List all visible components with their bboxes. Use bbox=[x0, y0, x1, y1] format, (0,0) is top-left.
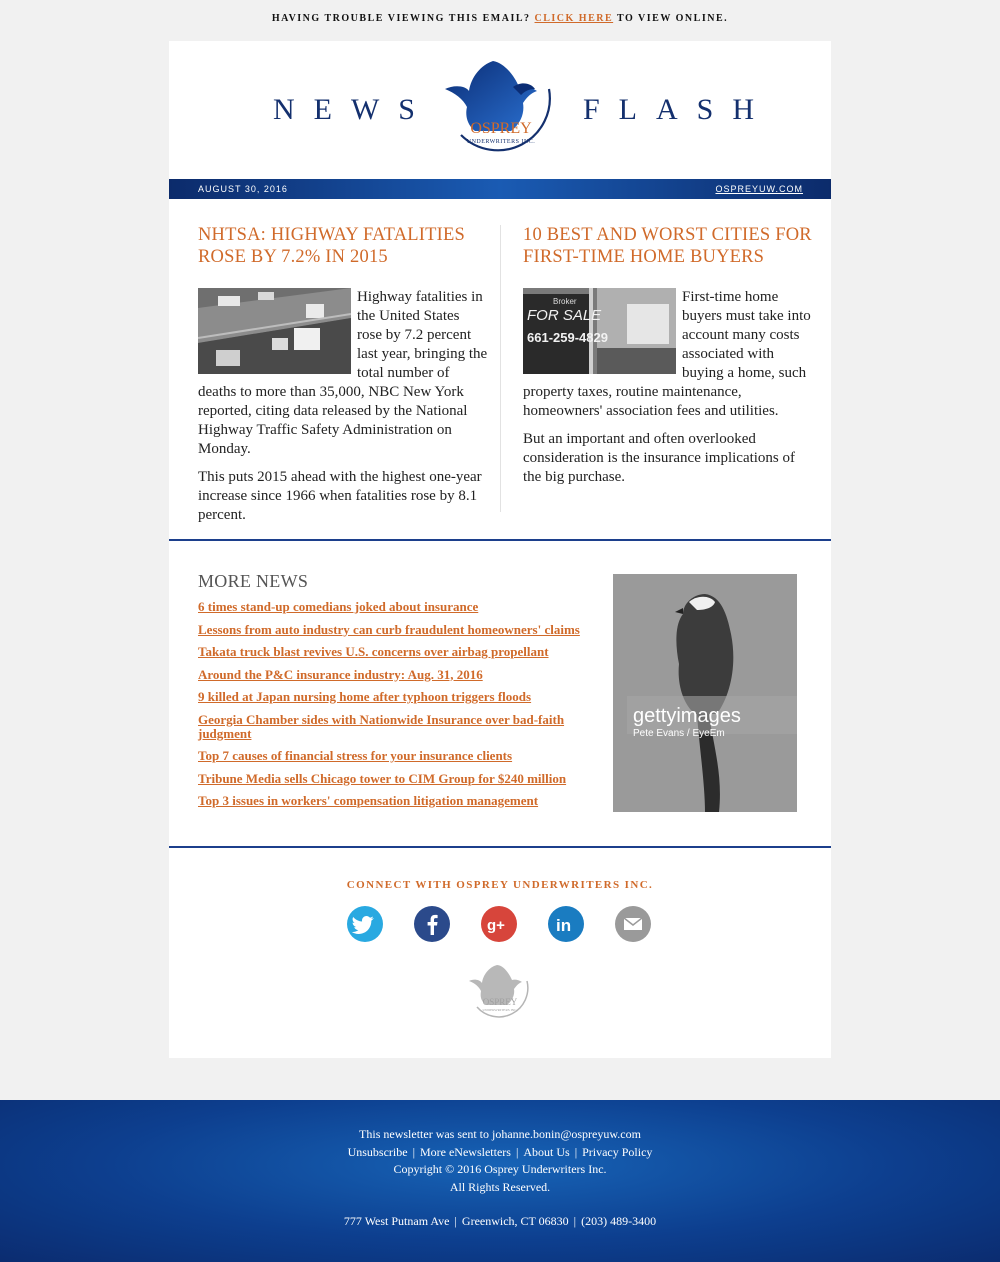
section-divider bbox=[169, 539, 831, 541]
preheader-text: HAVING TROUBLE VIEWING THIS EMAIL? bbox=[271, 13, 531, 24]
sign-for-sale-text: FOR SALE bbox=[527, 307, 602, 324]
email-icon[interactable] bbox=[615, 906, 651, 942]
more-news-link[interactable]: Top 7 causes of financial stress for your insurance clients bbox=[198, 748, 513, 763]
osprey-photo[interactable] bbox=[613, 574, 797, 812]
connect-label: CONNECT WITH OSPREY UNDERWRITERS INC. bbox=[346, 879, 654, 891]
phone-number: (203) 489-3400 bbox=[581, 1214, 657, 1228]
more-news-link[interactable]: Tribune Media sells Chicago tower to CIM Group for $240 million bbox=[198, 770, 567, 786]
sign-broker-text: Broker bbox=[553, 297, 577, 306]
more-news-list bbox=[198, 600, 598, 808]
sent-to-text: This newsletter was sent to johanne.bonin@ospreyuw.com bbox=[359, 1127, 641, 1141]
osprey-logo[interactable] bbox=[441, 55, 559, 171]
logo-wordmark: OSPREY bbox=[470, 120, 532, 137]
svg-text:in: in bbox=[556, 916, 572, 935]
article-highway-fatalities bbox=[198, 224, 488, 534]
article-home-buyers bbox=[523, 224, 813, 496]
more-news-item bbox=[198, 749, 598, 763]
masthead-flash: FLASH bbox=[583, 93, 774, 126]
footer bbox=[0, 1100, 1000, 1262]
more-news-item bbox=[198, 690, 598, 704]
view-online-link[interactable]: CLICK HERE bbox=[534, 13, 614, 24]
more-news-title: MORE NEWS bbox=[198, 571, 309, 591]
more-news-item bbox=[198, 645, 598, 659]
more-news-item bbox=[198, 713, 598, 741]
svg-text:g+: g+ bbox=[487, 917, 505, 934]
more-news-item bbox=[198, 794, 598, 808]
more-news-item bbox=[198, 623, 598, 637]
website-link[interactable]: OSPREYUW.COM bbox=[715, 184, 803, 194]
more-enewsletters-link[interactable]: More eNewsletters bbox=[419, 1144, 511, 1159]
more-news-link[interactable]: Takata truck blast revives U.S. concerns over airbag propellant bbox=[198, 644, 549, 659]
photo-credit: Pete Evans / EyeEm bbox=[633, 728, 725, 739]
article-title[interactable]: 10 BEST AND WORST CITIES FOR FIRST-TIME HOME BUYERS bbox=[523, 225, 812, 267]
more-news-item bbox=[198, 600, 598, 614]
address: 777 West Putnam Ave | Greenwich, CT 06830 | (203) 489-3400 bbox=[343, 1214, 657, 1228]
article-paragraph: First-time home buyers must take into account many costs associated with buying a home, such property taxes, routine maintenance, homeowners' association fees and utilities. bbox=[523, 289, 811, 419]
highway-accident-image[interactable] bbox=[198, 288, 351, 374]
footer-logo-subtext: UNDERWRITERS INC. bbox=[482, 1008, 518, 1012]
more-news-section bbox=[198, 571, 598, 817]
newsletter-body bbox=[169, 41, 831, 1058]
more-news-item bbox=[198, 668, 598, 682]
date-bar bbox=[169, 179, 831, 199]
twitter-icon[interactable] bbox=[347, 906, 383, 942]
more-news-link[interactable]: Georgia Chamber sides with Nationwide Insurance over bad-faith judgment bbox=[198, 711, 565, 741]
more-news-link[interactable]: 9 killed at Japan nursing home after typhoon triggers floods bbox=[198, 689, 532, 704]
logo-subtext: UNDERWRITERS INC. bbox=[466, 139, 536, 145]
osprey-image bbox=[613, 574, 797, 812]
more-news-link[interactable]: 6 times stand-up comedians joked about insurance bbox=[198, 599, 479, 614]
more-news-link[interactable]: Around the P&C insurance industry: Aug. 31, 2016 bbox=[198, 666, 483, 682]
more-news-item bbox=[198, 772, 598, 786]
more-news-link[interactable]: Top 3 issues in workers' compensation litigation management bbox=[198, 793, 539, 808]
preheader-text-after: TO VIEW ONLINE. bbox=[616, 13, 729, 24]
footer-logo-wordmark: OSPREY bbox=[482, 997, 518, 1007]
rights-text: All Rights Reserved. bbox=[449, 1179, 551, 1194]
article-paragraph: Highway fatalities in the United States rose by 7.2 percent last year, bringing the total number of deaths to more than 35,000, NBC New York reported, citing data released by the National Highway Traffic Safety Administration on Monday. bbox=[198, 289, 488, 457]
about-us-link[interactable]: About Us bbox=[523, 1144, 570, 1159]
privacy-policy-link[interactable]: Privacy Policy bbox=[582, 1144, 653, 1159]
preheader bbox=[0, 13, 1000, 24]
getty-watermark: gettyimages bbox=[633, 705, 741, 727]
masthead bbox=[169, 41, 831, 179]
article-paragraph: But an important and often overlooked consideration is the insurance implications of the big purchase. bbox=[523, 431, 796, 485]
more-news-link[interactable]: Lessons from auto industry can curb fraudulent homeowners' claims bbox=[198, 621, 580, 637]
column-divider bbox=[500, 225, 501, 512]
masthead-news: NEWS bbox=[273, 93, 434, 126]
issue-date: AUGUST 30, 2016 bbox=[198, 184, 288, 194]
city-address: Greenwich, CT 06830 bbox=[461, 1214, 569, 1228]
footer-links: Unsubscribe | More eNewsletters | About Us | Privacy Policy bbox=[347, 1144, 653, 1159]
section-divider bbox=[169, 846, 831, 848]
footer-logo[interactable] bbox=[467, 961, 533, 1027]
unsubscribe-link[interactable]: Unsubscribe bbox=[347, 1144, 408, 1159]
linkedin-icon[interactable] bbox=[548, 906, 584, 942]
copyright-text: Copyright © 2016 Osprey Underwriters Inc. bbox=[393, 1162, 607, 1176]
facebook-icon[interactable] bbox=[414, 906, 450, 942]
article-title[interactable]: NHTSA: HIGHWAY FATALITIES ROSE BY 7.2% IN 2015 bbox=[198, 225, 465, 267]
google-plus-icon[interactable] bbox=[481, 906, 517, 942]
for-sale-sign-image[interactable] bbox=[523, 288, 676, 374]
street-address: 777 West Putnam Ave bbox=[343, 1214, 450, 1228]
sign-phone-text: 661-259-4829 bbox=[527, 330, 608, 345]
article-paragraph: This puts 2015 ahead with the highest one-year increase since 1966 when fatalities rose by 8.1 percent. bbox=[198, 469, 482, 523]
